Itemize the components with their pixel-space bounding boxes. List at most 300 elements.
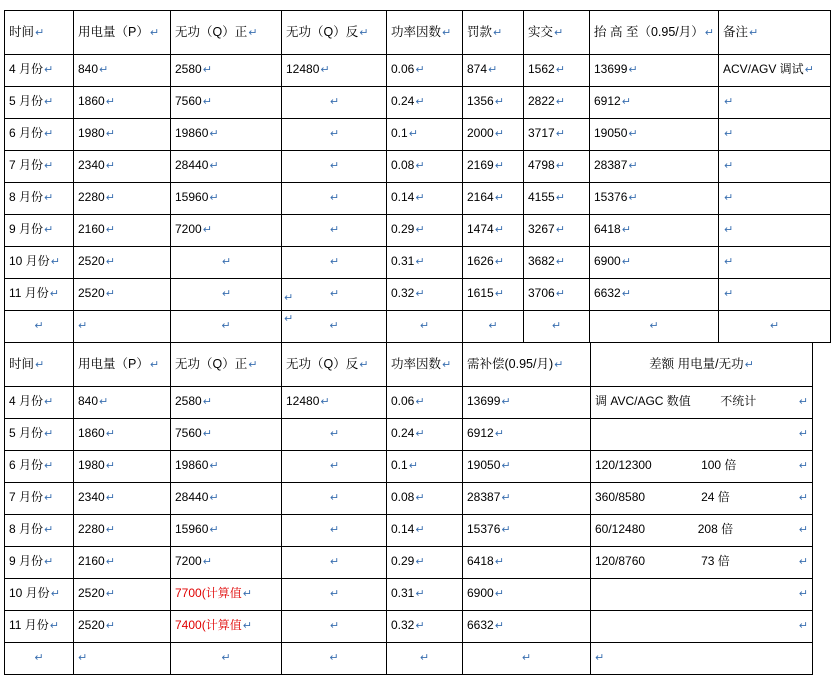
cell-reactive-reverse: [282, 579, 387, 611]
cell-difference: [591, 547, 813, 579]
cell-penalty: 1615↵: [463, 279, 524, 311]
difference-ratio: 100 倍: [701, 458, 737, 473]
pilcrow-mark: ↵: [493, 25, 503, 39]
pilcrow-mark: ↵: [329, 127, 340, 141]
cell-time: 5 月份↵: [5, 87, 74, 119]
pilcrow-mark: ↵: [649, 319, 659, 333]
pilcrow-mark: ↵: [202, 223, 212, 237]
header-cell-power: [74, 11, 171, 55]
pilcrow-mark: ↵: [49, 287, 60, 301]
pilcrow-mark: ↵: [209, 491, 219, 505]
pilcrow-mark: ↵: [494, 223, 504, 237]
pilcrow-mark: ↵: [798, 395, 808, 409]
cell-reactive-forward: [171, 611, 282, 643]
pilcrow-mark: ↵: [595, 651, 605, 665]
cell-compensation: 6912↵: [463, 419, 591, 451]
cell-penalty: 874↵: [463, 55, 524, 87]
cell-paid: 4798↵: [524, 151, 590, 183]
pilcrow-mark: ↵: [99, 395, 109, 409]
pilcrow-mark: ↵: [329, 191, 340, 205]
header-label: 需补偿(0.95/月): [467, 356, 554, 371]
cell-power-factor: 0.32↵: [387, 611, 463, 643]
pilcrow-mark: ↵: [415, 255, 425, 269]
pilcrow-mark: ↵: [621, 95, 631, 109]
cell-difference: [591, 643, 813, 675]
pilcrow-mark: ↵: [798, 586, 808, 600]
pilcrow-mark: ↵: [105, 619, 115, 633]
header-label: 无功（Q）正: [175, 24, 248, 39]
cell-raise-to: 6900↵: [590, 247, 719, 279]
cell-power-factor: 0.29↵: [387, 215, 463, 247]
pilcrow-mark: ↵: [329, 287, 340, 301]
cell-remark: [718, 119, 830, 151]
electricity-table-2: [4, 342, 813, 675]
pilcrow-mark: ↵: [329, 159, 340, 173]
cell-time: [5, 311, 74, 343]
cell-reactive-reverse: [282, 279, 387, 311]
cell-compensation: 19050↵: [463, 451, 591, 483]
pilcrow-mark: ↵: [798, 491, 808, 505]
pilcrow-mark: ↵: [628, 159, 638, 173]
pilcrow-mark: ↵: [34, 651, 44, 665]
header-label: 用电量（P）: [78, 24, 149, 39]
pilcrow-mark: ↵: [494, 191, 504, 205]
pilcrow-mark: ↵: [628, 63, 638, 77]
cell-time: 11 月份↵: [5, 611, 74, 643]
pilcrow-mark: ↵: [415, 287, 425, 301]
cell-compensation: 15376↵: [463, 515, 591, 547]
cell-power-factor: [387, 643, 463, 675]
header-cell-time: [5, 11, 74, 55]
cell-power: 840↵: [74, 387, 171, 419]
cell-remark: [718, 183, 830, 215]
table-header-row: [5, 343, 813, 387]
pilcrow-mark: ↵: [44, 63, 54, 77]
pilcrow-mark: ↵: [621, 287, 631, 301]
cell-difference: [591, 451, 813, 483]
pilcrow-mark: ↵: [202, 63, 212, 77]
pilcrow-mark: ↵: [242, 587, 252, 601]
pilcrow-mark: ↵: [555, 191, 565, 205]
pilcrow-mark: ↵: [415, 63, 425, 77]
pilcrow-mark: ↵: [320, 63, 330, 77]
cell-power: 2520↵: [74, 247, 171, 279]
table-row-empty: [5, 643, 813, 675]
header-cell-reactive-reverse: [282, 11, 387, 55]
cell-reactive-forward: 19860↵: [171, 451, 282, 483]
cell-compensation: 28387↵: [463, 483, 591, 515]
pilcrow-mark: ↵: [35, 357, 45, 371]
pilcrow-mark: ↵: [105, 127, 115, 141]
pilcrow-mark: ↵: [723, 159, 734, 173]
cell-raise-to: [590, 311, 719, 343]
pilcrow-mark: ↵: [221, 287, 232, 301]
header-cell-reactive-reverse: [282, 343, 387, 387]
pilcrow-mark: ↵: [798, 555, 808, 569]
header-cell-raise-to: [590, 11, 719, 55]
pilcrow-mark: ↵: [202, 427, 212, 441]
cell-time: 10 月份↵: [5, 247, 74, 279]
header-cell-remark: [718, 11, 830, 55]
pilcrow-mark: ↵: [744, 357, 754, 371]
pilcrow-mark: ↵: [329, 587, 340, 601]
pilcrow-mark: ↵: [415, 427, 425, 441]
table-row: [5, 515, 813, 547]
pilcrow-mark: ↵: [555, 223, 565, 237]
cell-time: 6 月份↵: [5, 119, 74, 151]
cell-power-factor: 0.08↵: [387, 483, 463, 515]
cell-paid: 3706↵: [524, 279, 590, 311]
cell-power-factor: 0.06↵: [387, 387, 463, 419]
pilcrow-mark: ↵: [488, 63, 498, 77]
header-label: 时间: [9, 356, 35, 371]
cell-reactive-forward: 2580↵: [171, 387, 282, 419]
pilcrow-mark: ↵: [723, 287, 734, 301]
cell-reactive-reverse: [282, 151, 387, 183]
pilcrow-mark: ↵: [501, 459, 511, 473]
cell-power: 1980↵: [74, 451, 171, 483]
cell-remark: [718, 311, 830, 343]
pilcrow-mark: ↵: [209, 127, 219, 141]
pilcrow-mark: ↵: [209, 459, 219, 473]
pilcrow-mark: ↵: [798, 618, 808, 632]
header-label: 差额 用电量/无功: [649, 356, 744, 371]
cell-reactive-forward: 7560↵: [171, 87, 282, 119]
cell-reactive-forward: 28440↵: [171, 151, 282, 183]
header-cell-power-factor: [387, 343, 463, 387]
table-row: [5, 279, 831, 311]
difference-note: 120/8760: [595, 554, 646, 569]
cell-raise-to: 6912↵: [590, 87, 719, 119]
cell-remark: [718, 87, 830, 119]
cell-difference: [591, 483, 813, 515]
cell-difference: [591, 579, 813, 611]
pilcrow-mark: ↵: [329, 459, 340, 473]
pilcrow-mark: ↵: [555, 63, 565, 77]
pilcrow-mark: ↵: [494, 287, 504, 301]
pilcrow-mark: ↵: [105, 459, 115, 473]
cell-raise-to: 13699↵: [590, 55, 719, 87]
difference-note: 60/12480: [595, 522, 646, 537]
table-row: [5, 419, 813, 451]
cell-time: 5 月份↵: [5, 419, 74, 451]
pilcrow-mark: ↵: [798, 426, 808, 440]
cell-power: [74, 311, 171, 343]
cell-time: 10 月份↵: [5, 579, 74, 611]
cell-time: 6 月份↵: [5, 451, 74, 483]
pilcrow-mark: ↵: [501, 523, 511, 537]
cell-raise-to: 15376↵: [590, 183, 719, 215]
cell-reactive-reverse: [282, 183, 387, 215]
pilcrow-mark: ↵: [202, 395, 212, 409]
pilcrow-mark: ↵: [49, 619, 60, 633]
header-cell-penalty: [463, 11, 524, 55]
pilcrow-mark: ↵: [723, 127, 734, 141]
pilcrow-mark: ↵: [105, 95, 115, 109]
header-cell-time: [5, 343, 74, 387]
cell-reactive-reverse: [282, 483, 387, 515]
pilcrow-mark: ↵: [221, 651, 231, 665]
pilcrow-mark: ↵: [551, 319, 562, 333]
pilcrow-mark: ↵: [723, 95, 734, 109]
pilcrow-mark: ↵: [221, 255, 232, 269]
cell-reactive-reverse: [282, 419, 387, 451]
cell-remark: ACV/AGV 调试↵: [718, 55, 830, 87]
pilcrow-mark: ↵: [415, 223, 425, 237]
pilcrow-mark: ↵: [555, 95, 565, 109]
cell-reactive-reverse: [282, 87, 387, 119]
pilcrow-mark: ↵: [442, 357, 452, 371]
paragraph-mark-2: ↵: [284, 312, 294, 325]
cell-reactive-forward: 15960↵: [171, 183, 282, 215]
pilcrow-mark: ↵: [415, 491, 425, 505]
cell-paid: 3267↵: [524, 215, 590, 247]
header-cell-reactive-forward: [171, 11, 282, 55]
cell-penalty: 2000↵: [463, 119, 524, 151]
cell-compensation: 6632↵: [463, 611, 591, 643]
header-label: 罚款: [467, 24, 493, 39]
pilcrow-mark: ↵: [494, 95, 504, 109]
pilcrow-mark: ↵: [359, 357, 369, 371]
pilcrow-mark: ↵: [804, 63, 814, 77]
pilcrow-mark: ↵: [149, 25, 160, 39]
pilcrow-mark: ↵: [50, 587, 60, 601]
pilcrow-mark: ↵: [242, 619, 252, 633]
pilcrow-mark: ↵: [415, 523, 425, 537]
pilcrow-mark: ↵: [628, 191, 638, 205]
pilcrow-mark: ↵: [105, 191, 115, 205]
cell-reactive-reverse: [282, 611, 387, 643]
pilcrow-mark: ↵: [494, 427, 504, 441]
cell-paid: 4155↵: [524, 183, 590, 215]
cell-power-factor: 0.1↵: [387, 119, 463, 151]
cell-power: 2160↵: [74, 215, 171, 247]
pilcrow-mark: ↵: [329, 619, 340, 633]
table-row: [5, 151, 831, 183]
electricity-table-1: [4, 10, 831, 343]
pilcrow-mark: ↵: [105, 555, 115, 569]
pilcrow-mark: ↵: [723, 255, 734, 269]
cell-power-factor: 0.31↵: [387, 247, 463, 279]
pilcrow-mark: ↵: [44, 491, 54, 505]
pilcrow-mark: ↵: [149, 357, 160, 371]
cell-penalty: 2164↵: [463, 183, 524, 215]
pilcrow-mark: ↵: [44, 523, 54, 537]
pilcrow-mark: ↵: [329, 95, 340, 109]
cell-reactive-reverse: [282, 215, 387, 247]
cell-remark: [718, 279, 830, 311]
pilcrow-mark: ↵: [494, 619, 504, 633]
cell-compensation: [463, 643, 591, 675]
cell-power: 2520↵: [74, 611, 171, 643]
pilcrow-mark: ↵: [44, 191, 54, 205]
pilcrow-mark: ↵: [408, 459, 418, 473]
cell-reactive-forward: [171, 643, 282, 675]
cell-power-factor: 0.06↵: [387, 55, 463, 87]
cell-time: 7 月份↵: [5, 483, 74, 515]
cell-raise-to: 6418↵: [590, 215, 719, 247]
pilcrow-mark: ↵: [78, 319, 88, 333]
pilcrow-mark: ↵: [621, 255, 631, 269]
pilcrow-mark: ↵: [248, 357, 258, 371]
cell-time: 8 月份↵: [5, 183, 74, 215]
cell-power: 2280↵: [74, 515, 171, 547]
cell-remark: [718, 247, 830, 279]
difference-ratio: 73 倍: [701, 554, 730, 569]
pilcrow-mark: ↵: [202, 95, 212, 109]
difference-ratio: 24 倍: [701, 490, 730, 505]
pilcrow-mark: ↵: [419, 651, 430, 665]
pilcrow-mark: ↵: [44, 395, 54, 409]
cell-reactive-forward: 2580↵: [171, 55, 282, 87]
pilcrow-mark: ↵: [494, 587, 504, 601]
pilcrow-mark: ↵: [44, 95, 54, 109]
pilcrow-mark: ↵: [105, 491, 115, 505]
cell-reactive-reverse: [282, 247, 387, 279]
cell-power-factor: [387, 311, 463, 343]
difference-note: 360/8580: [595, 490, 646, 505]
pilcrow-mark: ↵: [442, 25, 452, 39]
cell-reactive-forward: 15960↵: [171, 515, 282, 547]
cell-power-factor: 0.1↵: [387, 451, 463, 483]
cell-difference: [591, 611, 813, 643]
pilcrow-mark: ↵: [359, 25, 369, 39]
cell-power: 1860↵: [74, 87, 171, 119]
table-row: [5, 547, 813, 579]
cell-difference: [591, 387, 813, 419]
pilcrow-mark: ↵: [555, 159, 565, 173]
pilcrow-mark: ↵: [769, 319, 780, 333]
cell-compensation: 6900↵: [463, 579, 591, 611]
header-label: 用电量（P）: [78, 356, 149, 371]
header-label: 抬 高 至（0.95/月）: [594, 24, 704, 39]
pilcrow-mark: ↵: [44, 459, 54, 473]
pilcrow-mark: ↵: [494, 255, 504, 269]
table-row: [5, 87, 831, 119]
pilcrow-mark: ↵: [628, 127, 638, 141]
cell-remark: [718, 151, 830, 183]
pilcrow-mark: ↵: [105, 587, 115, 601]
pilcrow-mark: ↵: [494, 159, 504, 173]
header-label: 实交: [528, 24, 554, 39]
cell-power: 1980↵: [74, 119, 171, 151]
pilcrow-mark: ↵: [621, 223, 631, 237]
header-cell-power: [74, 343, 171, 387]
pilcrow-mark: ↵: [44, 159, 54, 173]
cell-reactive-reverse: [282, 451, 387, 483]
table-row: [5, 119, 831, 151]
cell-power-factor: 0.29↵: [387, 547, 463, 579]
cell-reactive-forward: [171, 579, 282, 611]
header-cell-paid: [524, 11, 590, 55]
cell-compensation: 6418↵: [463, 547, 591, 579]
calculated-value: 7700(计算值: [175, 586, 242, 601]
cell-power-factor: 0.32↵: [387, 279, 463, 311]
pilcrow-mark: ↵: [501, 395, 511, 409]
cell-paid: 2822↵: [524, 87, 590, 119]
table-row: [5, 183, 831, 215]
header-label: 时间: [9, 24, 35, 39]
cell-power-factor: 0.31↵: [387, 579, 463, 611]
pilcrow-mark: ↵: [221, 319, 231, 333]
table-row: [5, 579, 813, 611]
cell-difference: [591, 419, 813, 451]
cell-paid: [524, 311, 590, 343]
cell-time: 7 月份↵: [5, 151, 74, 183]
pilcrow-mark: ↵: [44, 427, 54, 441]
cell-raise-to: 6632↵: [590, 279, 719, 311]
cell-reactive-reverse: [282, 119, 387, 151]
pilcrow-mark: ↵: [415, 395, 425, 409]
header-label: 备注: [722, 24, 748, 39]
cell-raise-to: 19050↵: [590, 119, 719, 151]
cell-reactive-forward: 28440↵: [171, 483, 282, 515]
pilcrow-mark: ↵: [494, 555, 504, 569]
header-label: 功率因数: [391, 24, 442, 39]
pilcrow-mark: ↵: [44, 127, 54, 141]
cell-power-factor: 0.24↵: [387, 419, 463, 451]
cell-penalty: [463, 311, 524, 343]
pilcrow-mark: ↵: [105, 427, 115, 441]
cell-reactive-forward: [171, 279, 282, 311]
pilcrow-mark: ↵: [44, 555, 54, 569]
pilcrow-mark: ↵: [555, 255, 565, 269]
cell-time: [5, 643, 74, 675]
pilcrow-mark: ↵: [554, 357, 564, 371]
cell-compensation: 13699↵: [463, 387, 591, 419]
header-label: 无功（Q）反: [286, 24, 359, 39]
pilcrow-mark: ↵: [488, 319, 498, 333]
difference-note: 调 AVC/AGC 数值: [595, 394, 691, 409]
cell-power: 2520↵: [74, 579, 171, 611]
header-label: 无功（Q）反: [286, 356, 359, 371]
cell-reactive-forward: 7200↵: [171, 215, 282, 247]
header-cell-difference: [591, 343, 813, 387]
cell-remark: [718, 215, 830, 247]
table-row: [5, 611, 813, 643]
pilcrow-mark: ↵: [798, 523, 808, 537]
pilcrow-mark: ↵: [34, 319, 44, 333]
pilcrow-mark: ↵: [78, 651, 88, 665]
pilcrow-mark: ↵: [105, 159, 115, 173]
cell-penalty: 2169↵: [463, 151, 524, 183]
table-row: [5, 247, 831, 279]
pilcrow-mark: ↵: [415, 555, 425, 569]
pilcrow-mark: ↵: [501, 491, 511, 505]
pilcrow-mark: ↵: [555, 127, 565, 141]
table-row: [5, 387, 813, 419]
cell-power: 2280↵: [74, 183, 171, 215]
pilcrow-mark: ↵: [320, 395, 330, 409]
cell-reactive-forward: 7200↵: [171, 547, 282, 579]
pilcrow-mark: ↵: [99, 63, 109, 77]
pilcrow-mark: ↵: [723, 191, 734, 205]
cell-paid: 3682↵: [524, 247, 590, 279]
cell-reactive-reverse: [282, 515, 387, 547]
cell-time: 4 月份↵: [5, 55, 74, 87]
cell-power-factor: 0.14↵: [387, 183, 463, 215]
cell-power: 840↵: [74, 55, 171, 87]
pilcrow-mark: ↵: [329, 319, 339, 333]
pilcrow-mark: ↵: [555, 287, 565, 301]
table-row-empty: [5, 311, 831, 343]
paragraph-mark-1: ↵: [284, 291, 294, 304]
header-label: 功率因数: [391, 356, 442, 371]
pilcrow-mark: ↵: [35, 25, 45, 39]
cell-penalty: 1626↵: [463, 247, 524, 279]
pilcrow-mark: ↵: [202, 555, 212, 569]
cell-paid: 3717↵: [524, 119, 590, 151]
